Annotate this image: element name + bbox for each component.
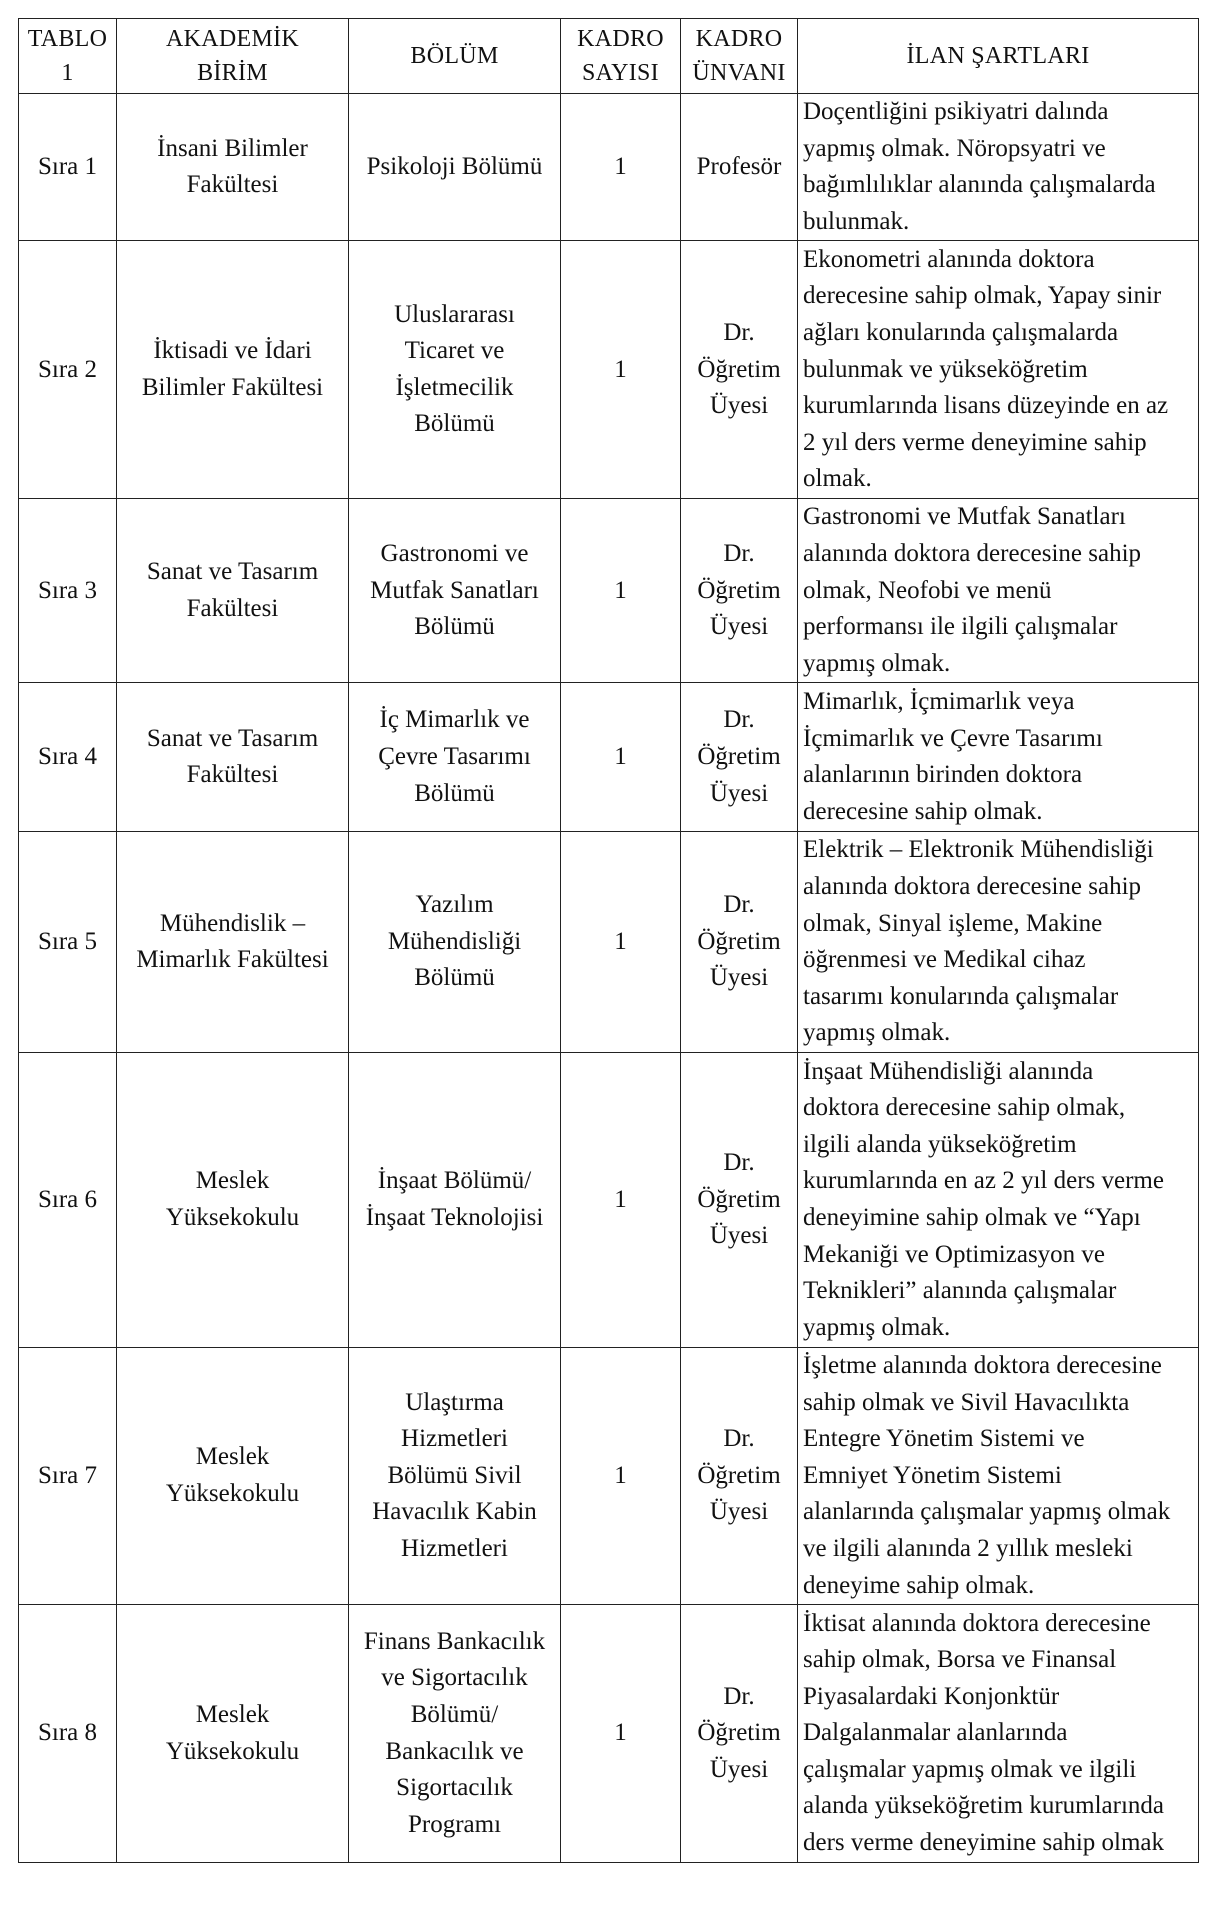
cell-ilan-sartlari: Ekonometri alanında doktora derecesine sahip olmak, Yapay sinir ağları konularında çalışmalarda bulunmak ve yükseköğretim kurumlarında lisans düzeyinde en az 2 yıl ders verme deneyimine sahip olmak. [798, 241, 1199, 499]
cell-kadro-sayisi: 1 [561, 499, 681, 683]
ilan-table [18, 18, 1199, 1863]
cell-bolum: İnşaat Bölümü/ İnşaat Teknolojisi [349, 1052, 561, 1347]
cell-bolum: Psikoloji Bölümü [349, 94, 561, 241]
cell-bolum: Uluslararası Ticaret ve İşletmecilik Bölümü [349, 241, 561, 499]
table-row [19, 241, 1199, 499]
cell-sira: Sıra 3 [19, 499, 117, 683]
cell-ilan-sartlari: Mimarlık, İçmimarlık veya İçmimarlık ve Çevre Tasarımı alanlarının birinden doktora derecesine sahip olmak. [798, 683, 1199, 832]
cell-kadro-unvani: Dr. Öğretim Üyesi [681, 832, 798, 1053]
header-akademik-birim: AKADEMİK BİRİM [117, 19, 349, 94]
cell-akademik-birim: Meslek Yüksekokulu [117, 1347, 349, 1604]
cell-kadro-unvani: Profesör [681, 94, 798, 241]
cell-ilan-sartlari: İnşaat Mühendisliği alanında doktora derecesine sahip olmak, ilgili alanda yükseköğretim kurumlarında en az 2 yıl ders verme deneyimine sahip olmak ve “Yapı Mekaniği ve Optimizasyon ve Teknikleri” alanında çalışmalar yapmış olmak. [798, 1052, 1199, 1347]
cell-akademik-birim: Meslek Yüksekokulu [117, 1605, 349, 1863]
cell-kadro-sayisi: 1 [561, 94, 681, 241]
cell-kadro-sayisi: 1 [561, 832, 681, 1053]
cell-akademik-birim: İnsani Bilimler Fakültesi [117, 94, 349, 241]
header-ilan-sartlari: İLAN ŞARTLARI [798, 19, 1199, 94]
table-row [19, 1052, 1199, 1347]
table-row [19, 1605, 1199, 1863]
cell-akademik-birim: Meslek Yüksekokulu [117, 1052, 349, 1347]
table-row [19, 94, 1199, 241]
cell-akademik-birim: İktisadi ve İdari Bilimler Fakültesi [117, 241, 349, 499]
cell-sira: Sıra 2 [19, 241, 117, 499]
cell-akademik-birim: Mühendislik – Mimarlık Fakültesi [117, 832, 349, 1053]
cell-ilan-sartlari: İktisat alanında doktora derecesine sahip olmak, Borsa ve Finansal Piyasalardaki Konjonktür Dalgalanmalar alanlarında çalışmalar yapmış olmak ve ilgili alanda yükseköğretim kurumlarında ders verme deneyimine sahip olmak [798, 1605, 1199, 1863]
cell-ilan-sartlari: Elektrik – Elektronik Mühendisliği alanında doktora derecesine sahip olmak, Sinyal işleme, Makine öğrenmesi ve Medikal cihaz tasarımı konularında çalışmalar yapmış olmak. [798, 832, 1199, 1053]
cell-bolum: Gastronomi ve Mutfak Sanatları Bölümü [349, 499, 561, 683]
cell-ilan-sartlari: İşletme alanında doktora derecesine sahip olmak ve Sivil Havacılıkta Entegre Yönetim Sistemi ve Emniyet Yönetim Sistemi alanlarında çalışmalar yapmış olmak ve ilgili alanında 2 yıllık mesleki deneyime sahip olmak. [798, 1347, 1199, 1604]
cell-sira: Sıra 5 [19, 832, 117, 1053]
cell-ilan-sartlari: Gastronomi ve Mutfak Sanatları alanında doktora derecesine sahip olmak, Neofobi ve menü performansı ile ilgili çalışmalar yapmış olmak. [798, 499, 1199, 683]
cell-kadro-sayisi: 1 [561, 1052, 681, 1347]
header-row [19, 19, 1199, 94]
cell-sira: Sıra 8 [19, 1605, 117, 1863]
cell-sira: Sıra 6 [19, 1052, 117, 1347]
cell-akademik-birim: Sanat ve Tasarım Fakültesi [117, 683, 349, 832]
table-row [19, 1347, 1199, 1604]
cell-sira: Sıra 4 [19, 683, 117, 832]
header-bolum: BÖLÜM [349, 19, 561, 94]
cell-akademik-birim: Sanat ve Tasarım Fakültesi [117, 499, 349, 683]
cell-kadro-unvani: Dr. Öğretim Üyesi [681, 1052, 798, 1347]
table-row [19, 832, 1199, 1053]
cell-kadro-sayisi: 1 [561, 683, 681, 832]
cell-kadro-unvani: Dr. Öğretim Üyesi [681, 1347, 798, 1604]
cell-kadro-unvani: Dr. Öğretim Üyesi [681, 683, 798, 832]
cell-sira: Sıra 1 [19, 94, 117, 241]
cell-ilan-sartlari: Doçentliğini psikiyatri dalında yapmış olmak. Nöropsyatri ve bağımlılıklar alanında çalışmalarda bulunmak. [798, 94, 1199, 241]
cell-sira: Sıra 7 [19, 1347, 117, 1604]
header-tablo: TABLO 1 [19, 19, 117, 94]
cell-kadro-sayisi: 1 [561, 1605, 681, 1863]
cell-kadro-sayisi: 1 [561, 1347, 681, 1604]
cell-kadro-unvani: Dr. Öğretim Üyesi [681, 241, 798, 499]
cell-kadro-unvani: Dr. Öğretim Üyesi [681, 1605, 798, 1863]
cell-bolum: Ulaştırma Hizmetleri Bölümü Sivil Havacılık Kabin Hizmetleri [349, 1347, 561, 1604]
cell-kadro-sayisi: 1 [561, 241, 681, 499]
cell-bolum: Yazılım Mühendisliği Bölümü [349, 832, 561, 1053]
cell-bolum: Finans Bankacılık ve Sigortacılık Bölümü/ Bankacılık ve Sigortacılık Programı [349, 1605, 561, 1863]
cell-bolum: İç Mimarlık ve Çevre Tasarımı Bölümü [349, 683, 561, 832]
table-row [19, 499, 1199, 683]
header-kadro-sayisi: KADRO SAYISI [561, 19, 681, 94]
table-row [19, 683, 1199, 832]
header-kadro-unvani: KADRO ÜNVANI [681, 19, 798, 94]
cell-kadro-unvani: Dr. Öğretim Üyesi [681, 499, 798, 683]
